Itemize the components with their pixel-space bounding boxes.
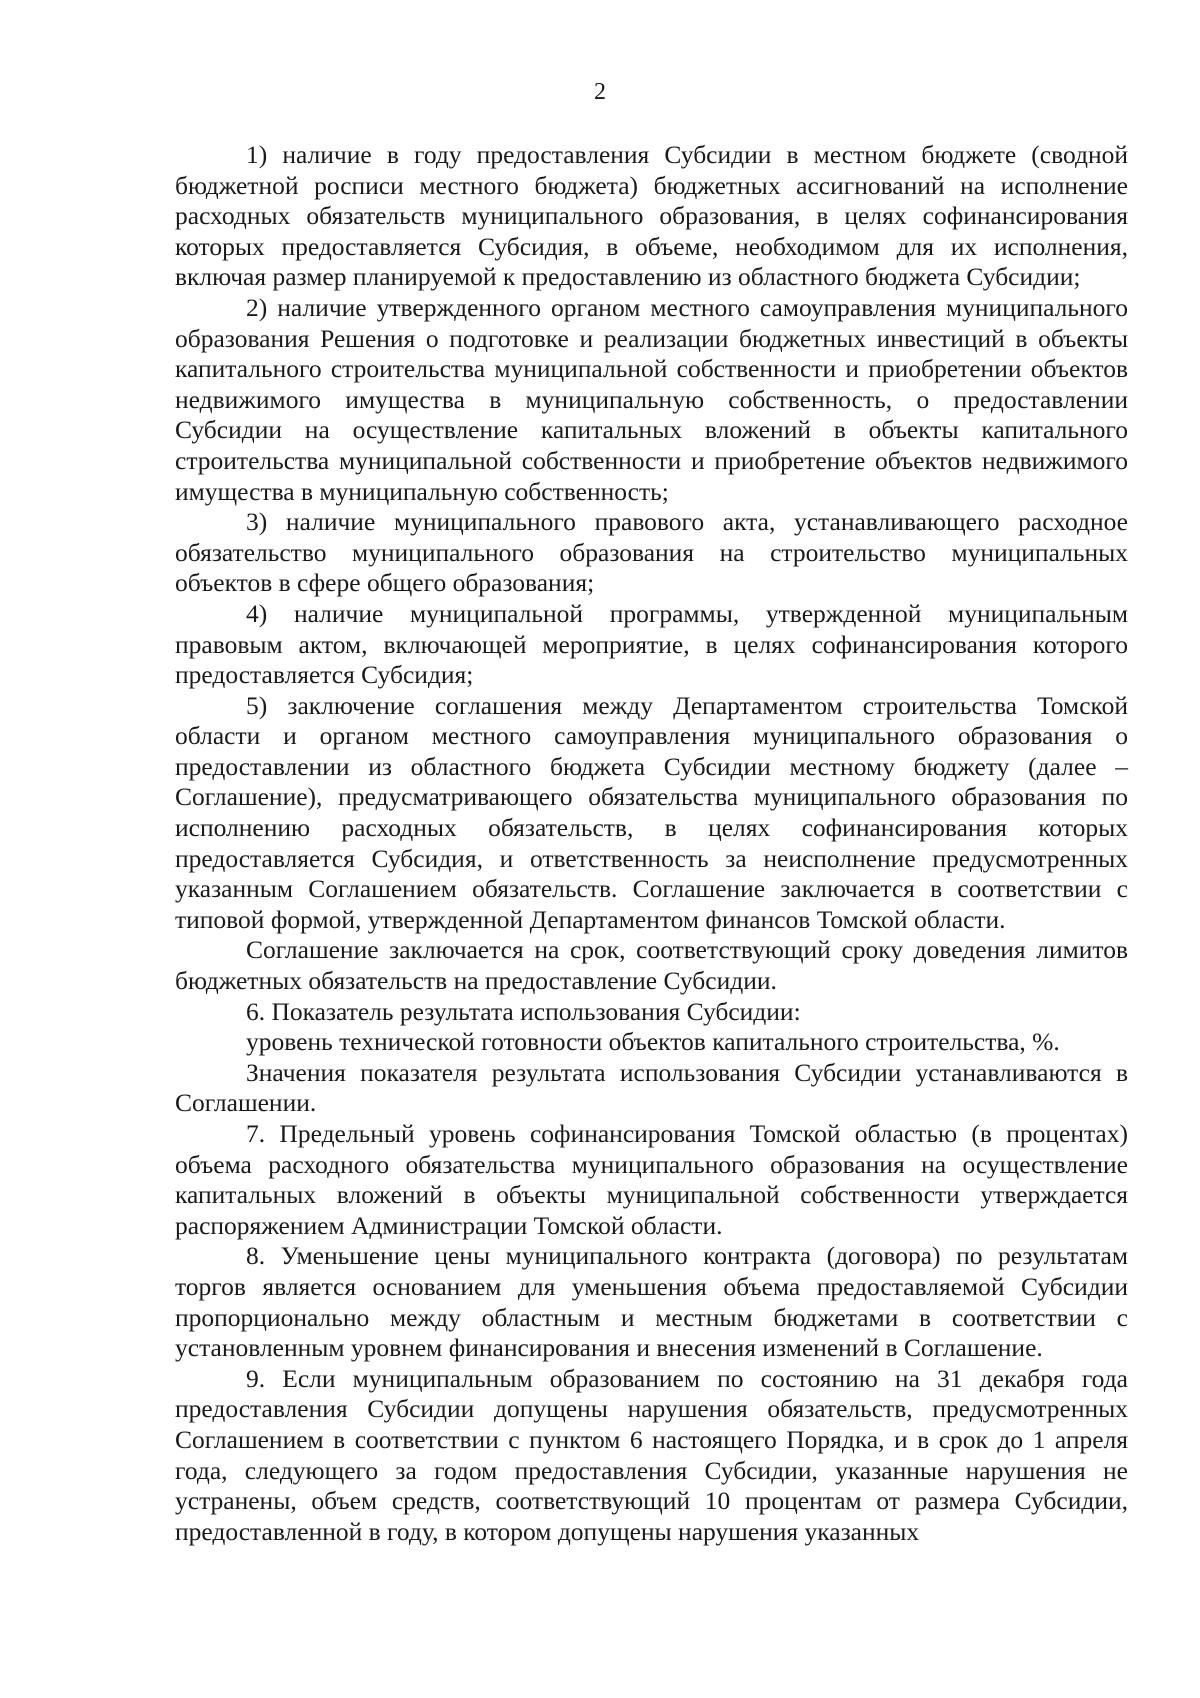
paragraph-item-1: 1) наличие в году предоставления Субсидии в местном бюджете (сводной бюджетной росписи местного бюджета) бюджетных ассигнований на исполнение расходных обязательств муниципального образования, в целях софинансирования которых предоставляется Субсидия, в объеме, необходимом для их исполнения, включая размер планируемой к предоставлению из областного бюджета Субсидии; (175, 140, 1128, 292)
paragraph-section-6: 6. Показатель результата использования Субсидии: (246, 996, 801, 1026)
paragraph-indicator-values: Значения показателя результата использования Субсидии устанавливаются в Соглашении. (175, 1057, 1128, 1118)
paragraph-section-8: 8. Уменьшение цены муниципального контракта (договора) по результатам торгов является основанием для уменьшения объема предоставляемой Субсидии пропорционально между областным и местным бюджетами в соответствии с установленным уровнем финансирования и внесения изменений в Соглашение. (175, 1241, 1128, 1363)
paragraph-agreement-term: Соглашение заключается на срок, соответствующий сроку доведения лимитов бюджетных обязательств на предоставление Субсидии. (175, 935, 1128, 996)
paragraph-item-4: 4) наличие муниципальной программы, утвержденной муниципальным правовым актом, включающей мероприятие, в целях софинансирования которого предоставляется Субсидия; (175, 598, 1128, 690)
document-body (175, 140, 1128, 1547)
paragraph-section-9: 9. Если муниципальным образованием по состоянию на 31 декабря года предоставления Субсидии допущены нарушения обязательств, предусмотренных Соглашением в соответствии с пунктом 6 настоящего Порядка, и в срок до 1 апреля года, следующего за годом предоставления Субсидии, указанные нарушения не устранены, объем средств, соответствующий 10 процентам от размера Субсидии, предоставленной в году, в котором допущены нарушения указанных (175, 1363, 1128, 1546)
page-number: 2 (594, 79, 606, 105)
paragraph-item-2: 2) наличие утвержденного органом местного самоуправления муниципального образования Решения о подготовке и реализации бюджетных инвестиций в объекты капитального строительства муниципальной собственности и приобретении объектов недвижимого имущества в муниципальную собственность, о предоставлении Субсидии на осуществление капитальных вложений в объекты капитального строительства муниципальной собственности и приобретение объектов недвижимого имущества в муниципальную собственность; (175, 292, 1128, 506)
paragraph-indicator: уровень технической готовности объектов капитального строительства, %. (246, 1027, 1060, 1057)
paragraph-item-3: 3) наличие муниципального правового акта, устанавливающего расходное обязательство муниципального образования на строительство муниципальных объектов в сфере общего образования; (175, 507, 1128, 598)
paragraph-section-7: 7. Предельный уровень софинансирования Томской областью (в процентах) объема расходного обязательства муниципального образования на осуществление капитальных вложений в объекты муниципальной собственности утверждается распоряжением Администрации Томской области. (175, 1119, 1128, 1240)
paragraph-item-5: 5) заключение соглашения между Департаментом строительства Томской области и органом местного самоуправления муниципального образования о предоставлении из областного бюджета Субсидии местному бюджету (далее – Соглашение), предусматривающего обязательства муниципального образования по исполнению расходных обязательств, в целях софинансирования которых предоставляется Субсидия, и ответственность за неисполнение предусмотренных указанным Соглашением обязательств. Соглашение заключается в соответствии с типовой формой, утвержденной Департаментом финансов Томской области. (175, 690, 1128, 934)
